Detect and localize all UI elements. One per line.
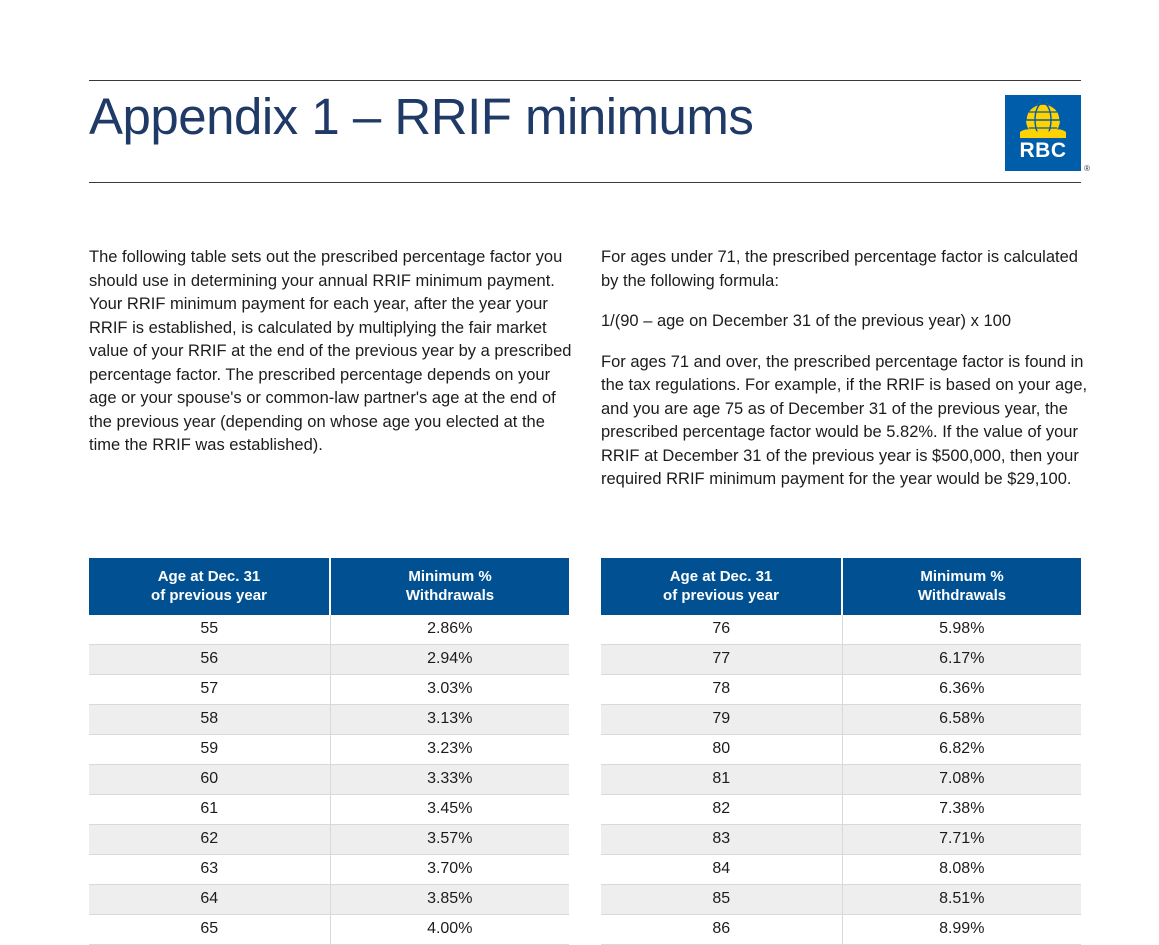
table-row: [601, 735, 1081, 765]
cell-minimum-percent: 3.33%: [330, 765, 569, 795]
table-row: [89, 795, 569, 825]
table-row: [601, 825, 1081, 855]
cell-minimum-percent: 2.86%: [330, 615, 569, 645]
cell-age: 83: [601, 825, 842, 855]
cell-minimum-percent: 3.57%: [330, 825, 569, 855]
paragraph: For ages 71 and over, the prescribed percentage factor is found in the tax regulations. For example, if the RRIF is based on your age, and you are age 75 as of December 31 of the previous year, the prescribed percentage factor would be 5.82%. If the value of your RRIF at December 31 of the previous year is $500,000, then your required RRIF minimum payment for the year would be $29,100.: [601, 352, 1088, 488]
cell-minimum-percent: 6.82%: [842, 735, 1081, 765]
globe-icon: [1018, 102, 1068, 138]
cell-age: 84: [601, 855, 842, 885]
cell-age: 76: [601, 615, 842, 645]
column-header-age-line2: of previous year: [663, 587, 779, 604]
table-row: [89, 855, 569, 885]
cell-minimum-percent: 3.70%: [330, 855, 569, 885]
cell-age: 64: [89, 885, 330, 915]
page-title: Appendix 1 – RRIF minimums: [89, 88, 754, 145]
rbc-logo: [1005, 95, 1090, 173]
cell-minimum-percent: 6.17%: [842, 645, 1081, 675]
table-row: [601, 645, 1081, 675]
column-header-age: [601, 558, 842, 615]
cell-age: 56: [89, 645, 330, 675]
cell-age: 57: [89, 675, 330, 705]
paragraph: For ages under 71, the prescribed percentage factor is calculated by the following formula:: [601, 248, 1078, 290]
cell-age: 58: [89, 705, 330, 735]
table-body-right: [601, 615, 1081, 945]
table-row: [89, 675, 569, 705]
intro-text-right-column: [601, 246, 1091, 492]
cell-age: 81: [601, 765, 842, 795]
cell-age: 59: [89, 735, 330, 765]
column-header-minimum: [330, 558, 569, 615]
logo-wordmark: RBC: [1019, 139, 1067, 162]
cell-age: 82: [601, 795, 842, 825]
cell-minimum-percent: 3.23%: [330, 735, 569, 765]
intro-text-left-column: [89, 246, 579, 458]
column-header-age-line1: Age at Dec. 31: [669, 568, 773, 585]
cell-minimum-percent: 8.51%: [842, 885, 1081, 915]
cell-minimum-percent: 6.58%: [842, 705, 1081, 735]
cell-age: 63: [89, 855, 330, 885]
table-row: [601, 855, 1081, 885]
table-header-row: [89, 558, 569, 615]
rrif-table-left: [89, 558, 569, 945]
column-header-minimum: [842, 558, 1081, 615]
cell-minimum-percent: 7.71%: [842, 825, 1081, 855]
table-row: [601, 675, 1081, 705]
column-header-age-line2: of previous year: [151, 587, 267, 604]
cell-age: 60: [89, 765, 330, 795]
table-row: [89, 765, 569, 795]
cell-minimum-percent: 4.00%: [330, 915, 569, 945]
cell-minimum-percent: 3.85%: [330, 885, 569, 915]
table-header-row: [601, 558, 1081, 615]
column-header-minimum-line2: Withdrawals: [405, 587, 495, 604]
cell-age: 55: [89, 615, 330, 645]
cell-minimum-percent: 3.13%: [330, 705, 569, 735]
formula-text: 1/(90 – age on December 31 of the previous year) x 100: [601, 312, 1011, 330]
cell-minimum-percent: 6.36%: [842, 675, 1081, 705]
cell-minimum-percent: 3.03%: [330, 675, 569, 705]
paragraph: The following table sets out the prescribed percentage factor you should use in determining your annual RRIF minimum payment. Your RRIF minimum payment for each year, after the year your RRIF is established, is calculated by multiplying the fair market value of your RRIF at the end of the previous year by a prescribed percentage factor. The prescribed percentage depends on your age or your spouse's or common-law partner's age at the end of the previous year (depending on whose age you elected at the time the RRIF was established).: [89, 248, 572, 454]
cell-minimum-percent: 7.08%: [842, 765, 1081, 795]
cell-minimum-percent: 2.94%: [330, 645, 569, 675]
header-rule-bottom: [89, 182, 1081, 183]
rrif-table-right: [601, 558, 1081, 945]
registered-trademark-mark: ®: [1084, 164, 1090, 173]
cell-age: 79: [601, 705, 842, 735]
cell-age: 61: [89, 795, 330, 825]
table-row: [601, 615, 1081, 645]
cell-age: 86: [601, 915, 842, 945]
cell-minimum-percent: 7.38%: [842, 795, 1081, 825]
column-header-age-line1: Age at Dec. 31: [157, 568, 261, 585]
column-header-age: [89, 558, 330, 615]
document-header: [89, 80, 1090, 183]
table-row: [89, 915, 569, 945]
table-row: [89, 825, 569, 855]
table-row: [89, 615, 569, 645]
table-body-left: [89, 615, 569, 945]
table-row: [601, 705, 1081, 735]
cell-minimum-percent: 8.08%: [842, 855, 1081, 885]
table-row: [89, 645, 569, 675]
table-row: [601, 765, 1081, 795]
table-row: [89, 735, 569, 765]
table-row: [601, 795, 1081, 825]
cell-minimum-percent: 5.98%: [842, 615, 1081, 645]
cell-minimum-percent: 8.99%: [842, 915, 1081, 945]
table-row: [601, 885, 1081, 915]
cell-age: 78: [601, 675, 842, 705]
cell-age: 85: [601, 885, 842, 915]
column-header-minimum-line1: Minimum %: [408, 568, 492, 585]
cell-minimum-percent: 3.45%: [330, 795, 569, 825]
table-row: [89, 885, 569, 915]
cell-age: 65: [89, 915, 330, 945]
column-header-minimum-line1: Minimum %: [920, 568, 1004, 585]
cell-age: 62: [89, 825, 330, 855]
table-row: [601, 915, 1081, 945]
cell-age: 80: [601, 735, 842, 765]
cell-age: 77: [601, 645, 842, 675]
column-header-minimum-line2: Withdrawals: [917, 587, 1007, 604]
table-row: [89, 705, 569, 735]
